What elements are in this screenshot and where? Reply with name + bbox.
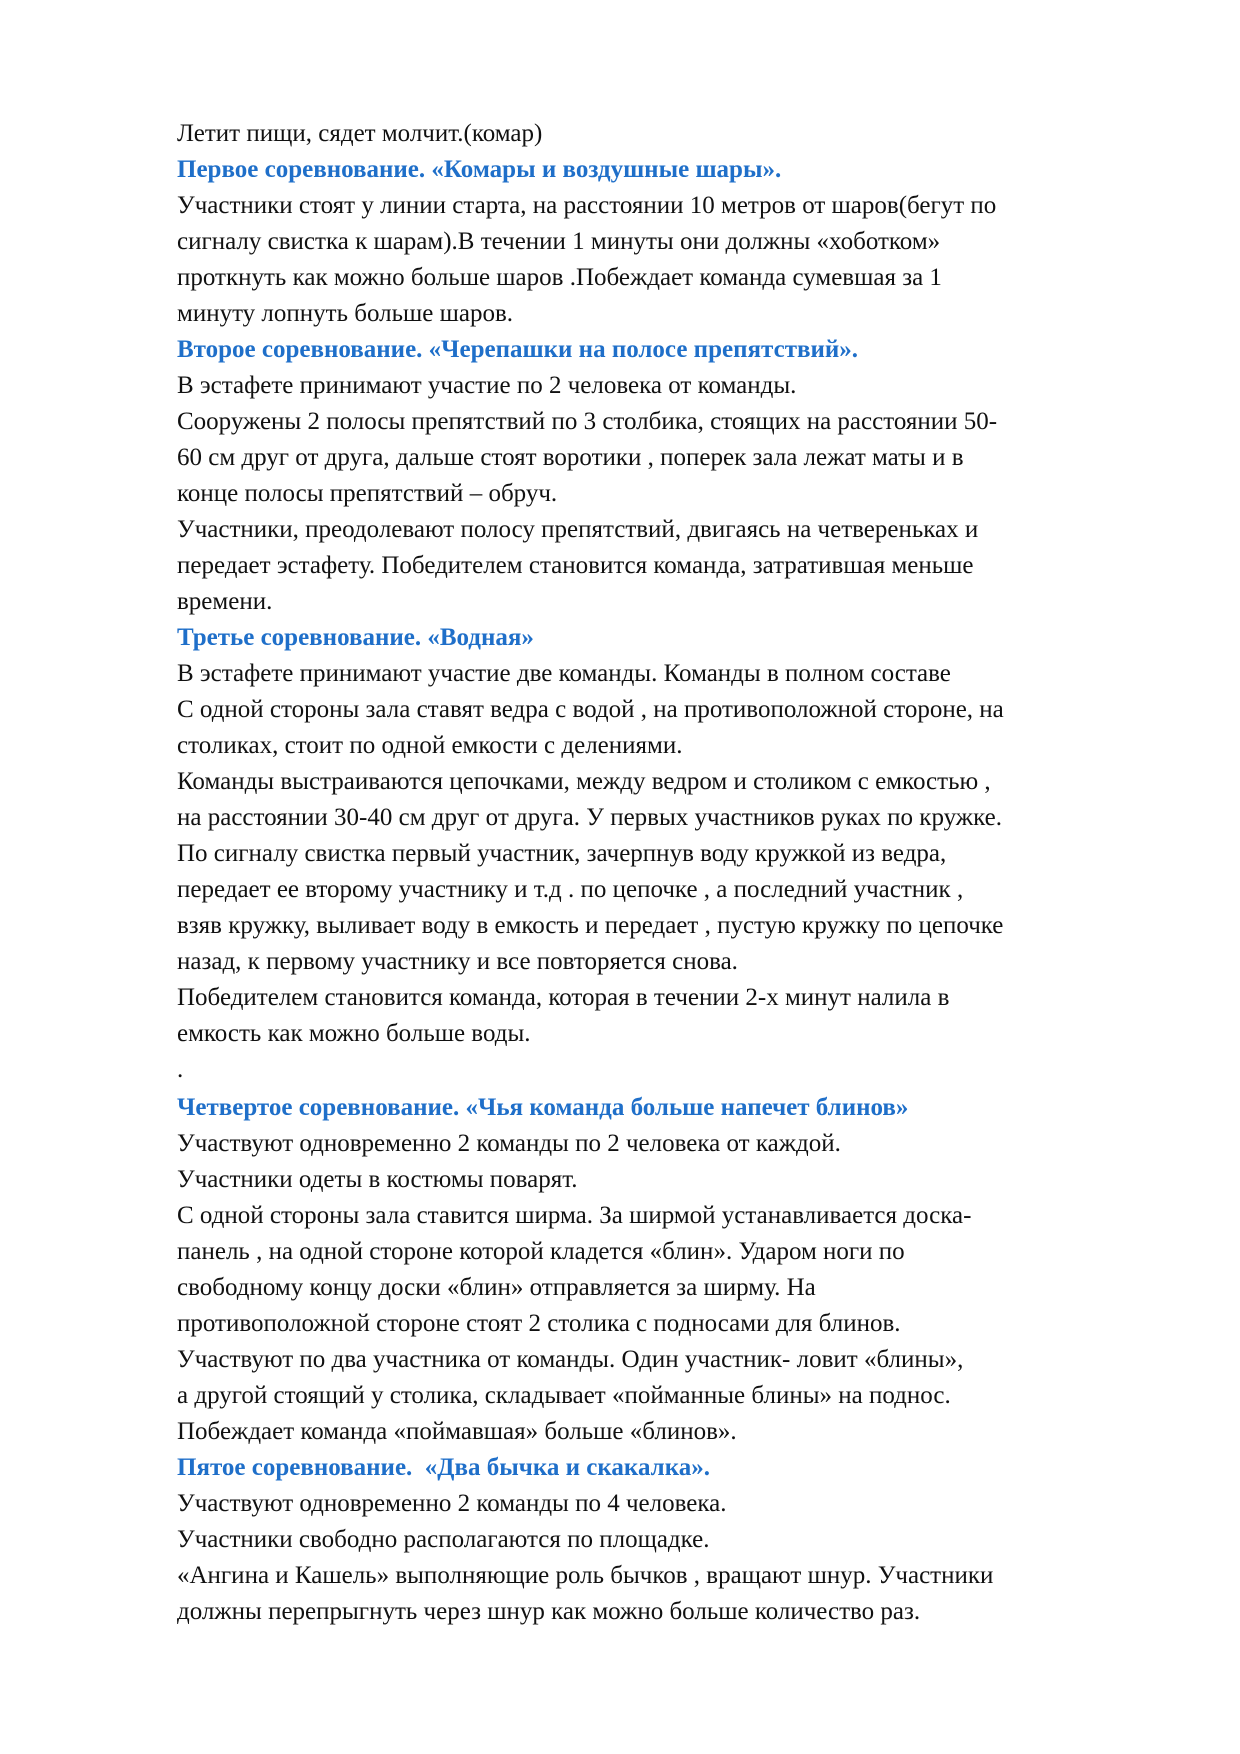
paragraph-line: минуту лопнуть больше шаров. <box>177 300 513 327</box>
paragraph-line: Летит пищи, сядет молчит.(комар) <box>177 120 543 147</box>
section-heading: Первое соревнование. «Комары и воздушные шары». <box>177 156 782 183</box>
paragraph-line: назад, к первому участнику и все повторяется снова. <box>177 948 738 975</box>
paragraph-line: а другой стоящий у столика, складывает «пойманные блины» на поднос. <box>177 1382 951 1409</box>
paragraph-line: Победителем становится команда, которая в течении 2-х минут налила в <box>177 984 950 1011</box>
paragraph-line: свободному концу доски «блин» отправляется за ширму. На <box>177 1274 816 1301</box>
paragraph-line: С одной стороны зала ставится ширма. За ширмой устанавливается доска- <box>177 1202 972 1229</box>
paragraph-line: Участники стоят у линии старта, на расстоянии 10 метров от шаров(бегут по <box>177 192 997 219</box>
paragraph-line: В эстафете принимают участие две команды. Команды в полном составе <box>177 660 951 687</box>
paragraph-line: Участники одеты в костюмы поварят. <box>177 1166 578 1193</box>
section-heading: Пятое соревнование. «Два бычка и скакалка». <box>177 1454 710 1481</box>
paragraph-line: конце полосы препятствий – обруч. <box>177 480 558 507</box>
paragraph-line: передает эстафету. Победителем становится команда, затратившая меньше <box>177 552 974 579</box>
paragraph-line: противоположной стороне стоят 2 столика с подносами для блинов. <box>177 1310 901 1337</box>
paragraph-line: 60 см друг от друга, дальше стоят воротики , поперек зала лежат маты и в <box>177 444 964 471</box>
paragraph-line: сигналу свистка к шарам).В течении 1 минуты они должны «хоботком» <box>177 228 941 255</box>
paragraph-line: Сооружены 2 полосы препятствий по 3 столбика, стоящих на расстоянии 50- <box>177 408 998 435</box>
paragraph-line: проткнуть как можно больше шаров .Побеждает команда сумевшая за 1 <box>177 264 942 291</box>
paragraph-line: «Ангина и Кашель» выполняющие роль бычков , вращают шнур. Участники <box>177 1562 994 1589</box>
paragraph-line: Участники, преодолевают полосу препятствий, двигаясь на четвереньках и <box>177 516 979 543</box>
paragraph-line: Участвуют одновременно 2 команды по 4 человека. <box>177 1490 727 1517</box>
paragraph-line: передает ее второму участнику и т.д . по цепочке , а последний участник , <box>177 876 964 903</box>
section-heading: Второе соревнование. «Черепашки на полосе препятствий». <box>177 336 859 363</box>
paragraph-line: Команды выстраиваются цепочками, между ведром и столиком с емкостью , <box>177 768 991 795</box>
paragraph-line: на расстоянии 30-40 см друг от друга. У первых участников руках по кружке. <box>177 804 1002 831</box>
paragraph-line: С одной стороны зала ставят ведра с водой , на противоположной стороне, на <box>177 696 1004 723</box>
document-page <box>177 116 1177 1630</box>
paragraph-line: времени. <box>177 588 273 615</box>
section-heading: Четвертое соревнование. «Чья команда больше напечет блинов» <box>177 1094 909 1121</box>
paragraph-line: емкость как можно больше воды. <box>177 1020 531 1047</box>
paragraph-line: Участники свободно располагаются по площадке. <box>177 1526 710 1553</box>
paragraph-line: Участвуют по два участника от команды. Один участник- ловит «блины», <box>177 1346 964 1373</box>
section-heading: Третье соревнование. «Водная» <box>177 624 534 651</box>
paragraph-line: По сигналу свистка первый участник, зачерпнув воду кружкой из ведра, <box>177 840 947 867</box>
paragraph-line: должны перепрыгнуть через шнур как можно больше количество раз. <box>177 1598 921 1625</box>
paragraph-line: столиках, стоит по одной емкости с делениями. <box>177 732 683 759</box>
paragraph-line: В эстафете принимают участие по 2 человека от команды. <box>177 372 797 399</box>
stray-dot: . <box>177 1056 184 1083</box>
paragraph-line: Участвуют одновременно 2 команды по 2 человека от каждой. <box>177 1130 841 1157</box>
paragraph-line: Побеждает команда «поймавшая» больше «блинов». <box>177 1418 737 1445</box>
paragraph-line: взяв кружку, выливает воду в емкость и передает , пустую кружку по цепочке <box>177 912 1004 939</box>
paragraph-line: панель , на одной стороне которой кладется «блин». Ударом ноги по <box>177 1238 905 1265</box>
